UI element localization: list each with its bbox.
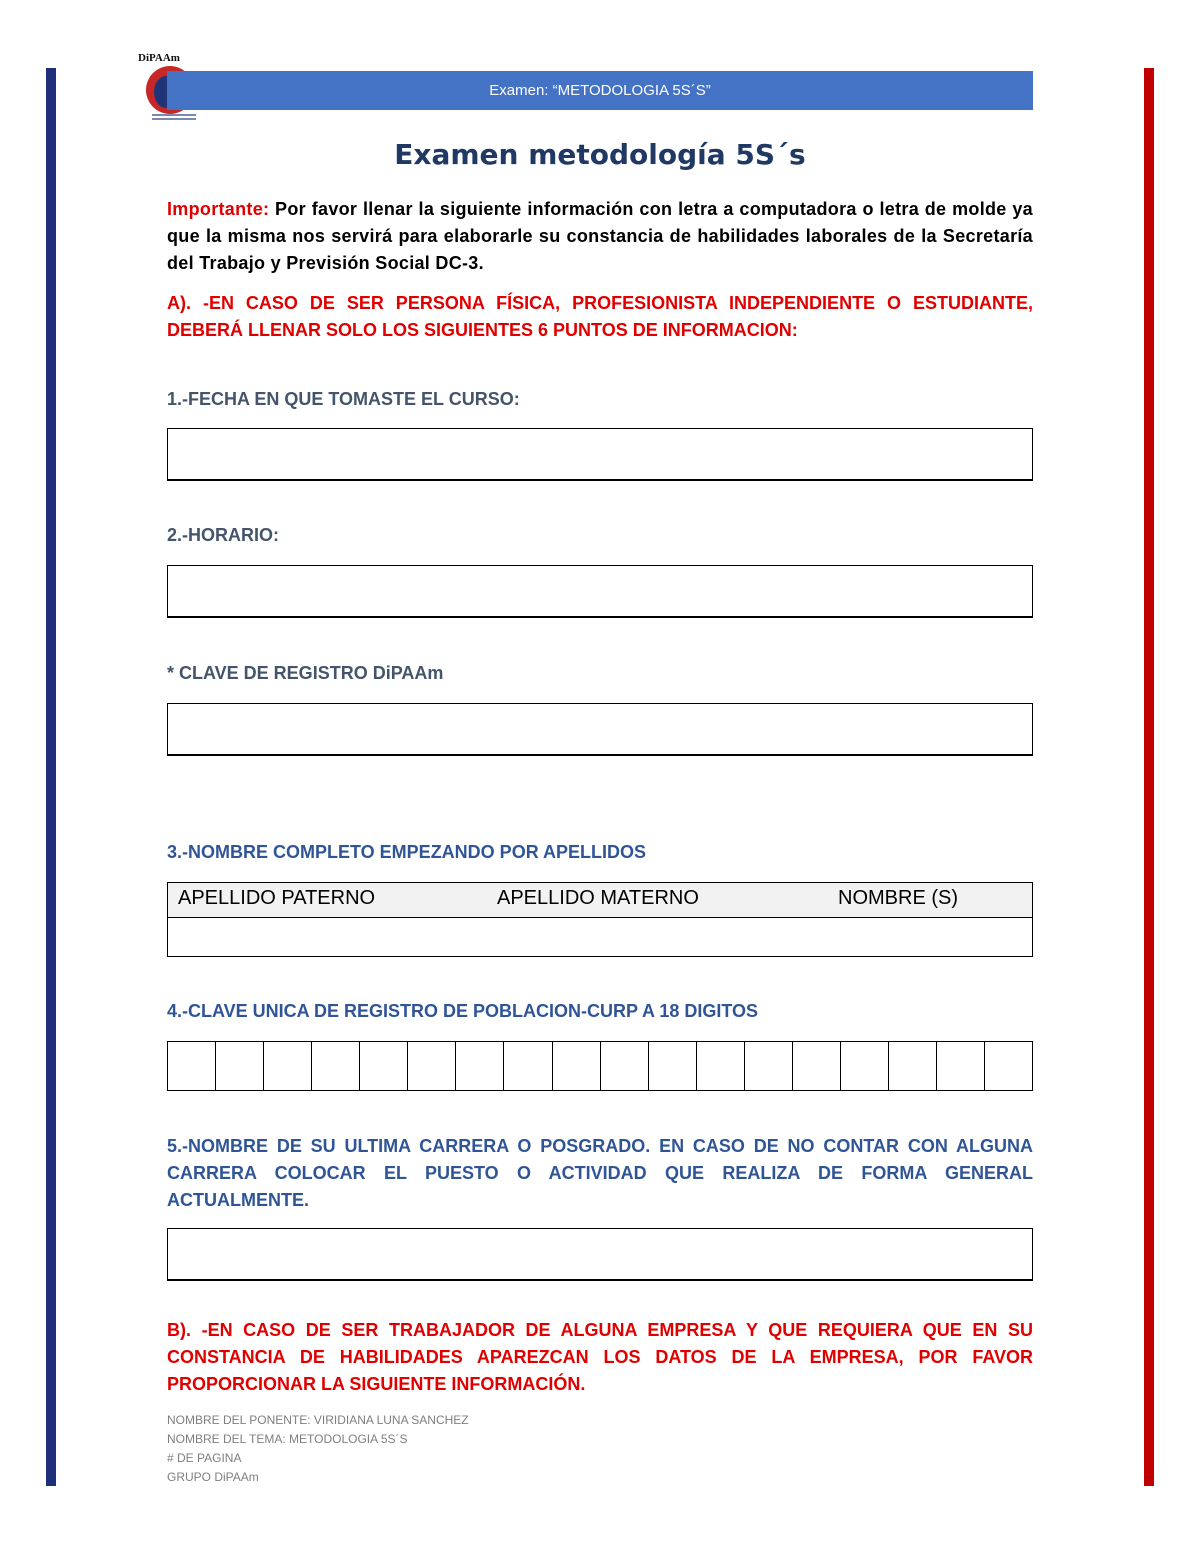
curp-digit-7[interactable] [456,1042,504,1090]
horario-input[interactable] [167,565,1033,618]
curp-digit-13[interactable] [745,1042,793,1090]
page-title: Examen metodología 5S´s [394,138,806,171]
fecha-label: 1.-FECHA EN QUE TOMASTE EL CURSO: [167,389,520,409]
footer-ponente: NOMBRE DEL PONENTE: VIRIDIANA LUNA SANCHEZ [167,1413,469,1427]
left-border-bar [46,68,56,1486]
curp-digit-3[interactable] [264,1042,312,1090]
footer-grupo: GRUPO DiPAAm [167,1470,259,1484]
section-a-heading: A). -EN CASO DE SER PERSONA FÍSICA, PROFESIONISTA INDEPENDIENTE O ESTUDIANTE, DEBERÁ LLENAR SOLO LOS SIGUIENTES 6 PUNTOS DE INFORMACION: [167,293,1033,340]
curp-digit-8[interactable] [504,1042,552,1090]
clave-registro-label: * CLAVE DE REGISTRO DiPAAm [167,663,444,683]
curp-digit-9[interactable] [553,1042,601,1090]
important-label: Importante: [167,199,270,219]
curp-digit-6[interactable] [408,1042,456,1090]
curp-digit-12[interactable] [697,1042,745,1090]
logo-text: DiPAAm [138,52,180,64]
important-text: Por favor llenar la siguiente información con letra a computadora o letra de molde ya que la misma nos servirá para elaborarle su constancia de habilidades laborales de la Secretaría del Trabajo y Previsión Social DC-3. [167,199,1033,273]
horario-label: 2.-HORARIO: [167,525,279,545]
header-apellido-paterno: APELLIDO PATERNO [178,887,376,909]
right-border-bar [1144,68,1154,1486]
curp-digit-4[interactable] [312,1042,360,1090]
logo-caption-lines [152,114,196,116]
fecha-input[interactable] [167,428,1033,481]
carrera-input[interactable] [167,1228,1033,1281]
curp-digit-17[interactable] [937,1042,985,1090]
header-band: Examen: “METODOLOGIA 5S´S” [167,71,1033,110]
nombre-table-header [168,883,1032,918]
footer-tema: NOMBRE DEL TEMA: METODOLOGIA 5S´S [167,1432,408,1446]
important-note [167,196,1033,277]
nombre-completo-label: 3.-NOMBRE COMPLETO EMPEZANDO POR APELLIDOS [167,842,647,862]
page-footer [167,1411,469,1487]
carrera-label: 5.-NOMBRE DE SU ULTIMA CARRERA O POSGRADO. EN CASO DE NO CONTAR CON ALGUNA CARRERA COLOCAR EL PUESTO O ACTIVIDAD QUE REALIZA DE FORMA GENERAL ACTUALMENTE. [167,1136,1033,1210]
curp-digit-10[interactable] [601,1042,649,1090]
nombre-table [167,882,1033,957]
curp-digit-14[interactable] [793,1042,841,1090]
clave-registro-input[interactable] [167,703,1033,756]
curp-digit-16[interactable] [889,1042,937,1090]
curp-digit-18[interactable] [985,1042,1032,1090]
footer-pagina: # DE PAGINA [167,1451,242,1465]
curp-digit-2[interactable] [216,1042,264,1090]
header-apellido-materno: APELLIDO MATERNO [497,887,699,909]
header-nombres: NOMBRE (S) [838,887,958,909]
curp-input-grid [167,1041,1033,1091]
curp-digit-5[interactable] [360,1042,408,1090]
curp-label: 4.-CLAVE UNICA DE REGISTRO DE POBLACION-CURP A 18 DIGITOS [167,1001,759,1021]
curp-digit-11[interactable] [649,1042,697,1090]
nombre-input-row[interactable] [168,918,1032,956]
curp-digit-15[interactable] [841,1042,889,1090]
curp-digit-1[interactable] [168,1042,216,1090]
section-b-heading: B). -EN CASO DE SER TRABAJADOR DE ALGUNA EMPRESA Y QUE REQUIERA QUE EN SU CONSTANCIA DE HABILIDADES APAREZCAN LOS DATOS DE LA EMPRESA, POR FAVOR PROPORCIONAR LA SIGUIENTE INFORMACIÓN. [167,1320,1033,1394]
